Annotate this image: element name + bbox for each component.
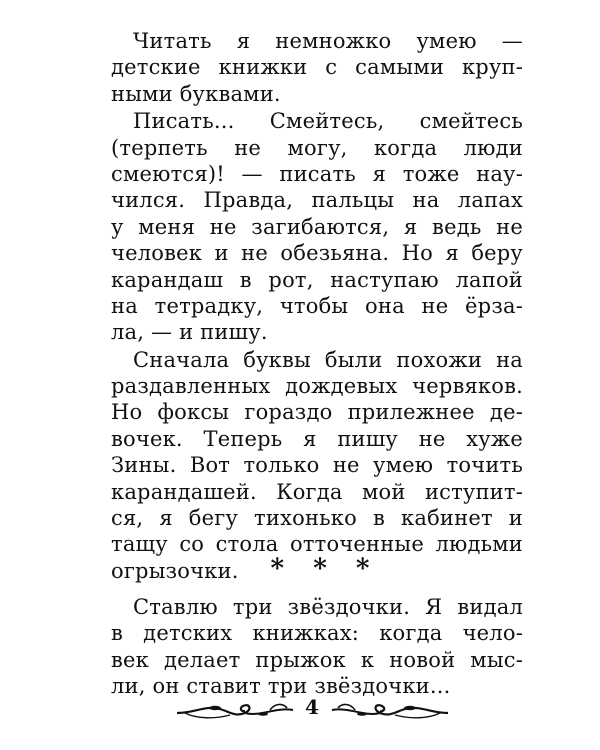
ornament-flourish-icon: [175, 697, 295, 721]
text-line: карандашей. Когда мой иступит-: [111, 479, 523, 504]
text-line: Зины. Вот только не умею точить: [111, 453, 523, 478]
text-line: ли, он ставит три звёздочки...: [111, 674, 451, 699]
text-line: ла, — и пишу.: [111, 320, 268, 345]
text-line: Но фоксы гораздо прилежнее де-: [111, 400, 523, 425]
text-line: детские книжки с самыми круп-: [111, 55, 523, 80]
text-line: вочек. Теперь я пишу не хуже: [111, 426, 523, 451]
text-line: Ставлю три звёздочки. Я видал: [133, 595, 523, 619]
text-line: ся, я бегу тихонько в кабинет и: [111, 506, 523, 531]
main-text: [111, 28, 523, 584]
text-line: в детских книжках: когда чело-: [111, 621, 523, 646]
text-line: (терпеть не могу, когда люди: [111, 135, 523, 160]
text-line: век делает прыжок к новой мыс-: [111, 647, 523, 672]
page-footer: [0, 695, 600, 725]
text-line: Сначала буквы были похожи на: [133, 347, 523, 372]
text-line: ными буквами.: [111, 81, 281, 106]
text-line: чился. Правда, пальцы на лапах: [111, 188, 523, 213]
text-line: тащу со стола отточенные людьми: [111, 532, 523, 557]
text-line: на тетрадку, чтобы она не ёрза-: [111, 293, 523, 318]
text-line: у меня не загибаются, я ведь не: [111, 214, 523, 239]
text-line: человек и не обезьяна. Но я беру: [111, 241, 523, 266]
section-separator: * * *: [270, 554, 380, 584]
text-line: раздавленных дождевых червяков.: [111, 374, 523, 399]
ornament-flourish-icon: [330, 697, 450, 721]
text-line: карандаш в рот, наступаю лапой: [111, 267, 523, 292]
text-line: огрызочки.: [111, 558, 239, 583]
paragraph-2: [111, 108, 523, 346]
text-line: Писать... Смейтесь, смейтесь: [133, 109, 523, 134]
final-paragraph: [111, 594, 523, 700]
text-line: смеются)! — писать я тоже нау-: [111, 161, 523, 186]
page-number: 4: [305, 695, 319, 719]
paragraph-3: [111, 347, 523, 585]
text-line: Читать я немножко умею —: [133, 29, 523, 53]
paragraph-1: [111, 28, 523, 107]
